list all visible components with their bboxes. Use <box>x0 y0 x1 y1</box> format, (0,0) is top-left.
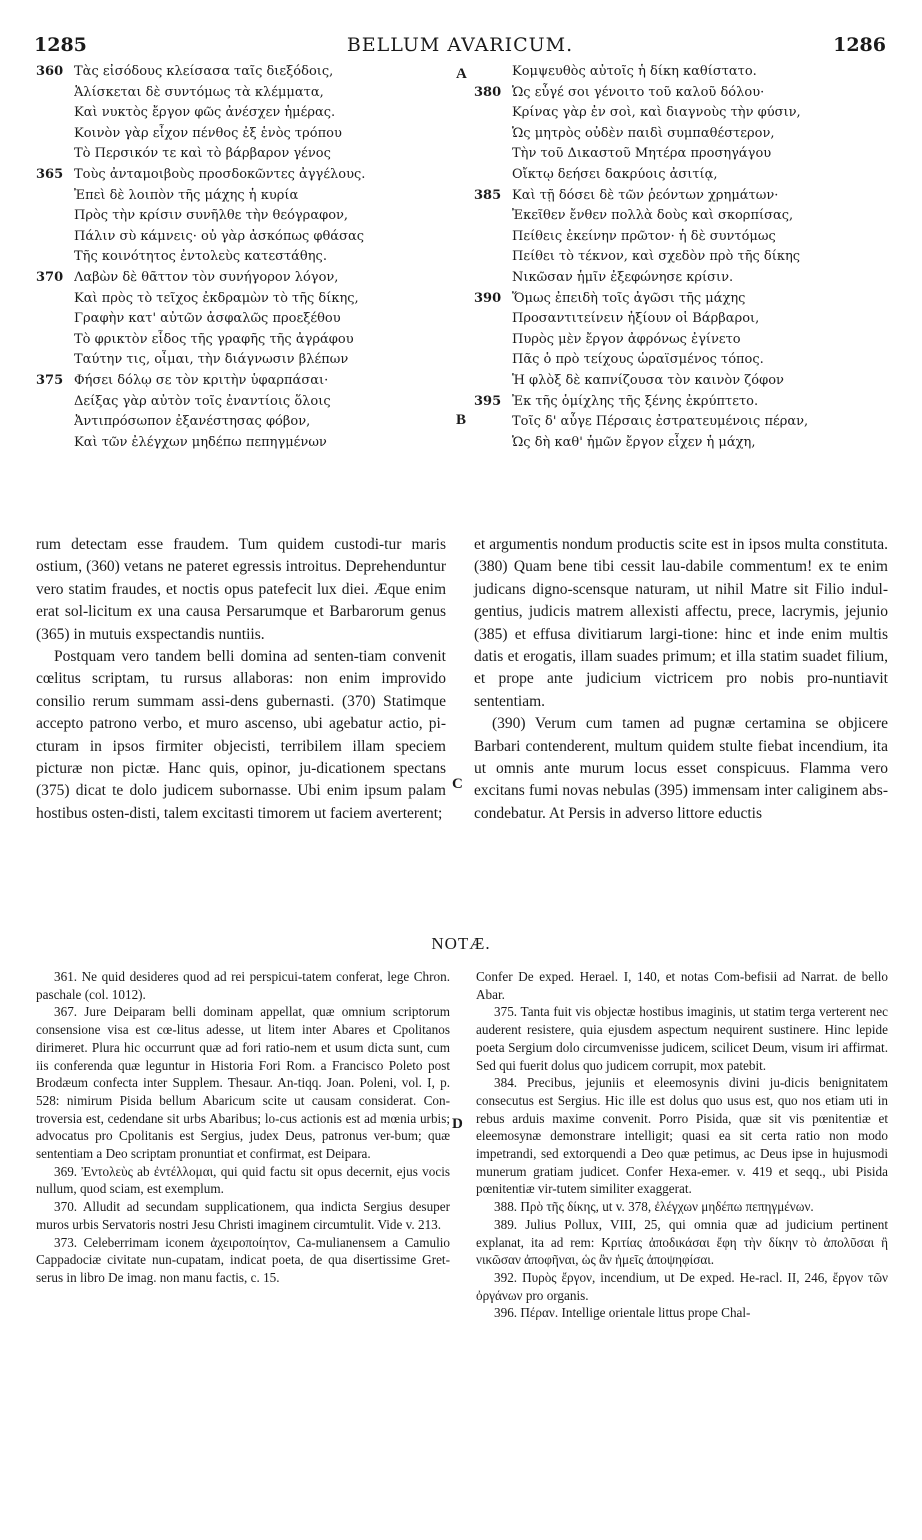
verse-text: Τοὺς ἀνταμοιβοὺς προσδοκῶντες ἀγγέλους. <box>74 166 366 182</box>
verse-line <box>36 350 436 371</box>
note-entry: Confer De exped. Herael. I, 140, et notas Com-befisii ad Narrat. de bello Abar. <box>476 969 888 1002</box>
latin-translation-right <box>474 534 888 825</box>
verse-text: Πρὸς τὴν κρίσιν συνῆλθε τὴν θεόγραφον, <box>74 208 349 224</box>
latin-paragraph: et argumentis nondum productis scite est in ipsos multa constituta. (380) Quam bene tibi cessit lau-dabile commentum! ex te enim judicans digno-scensque naturam, ut nihil Matre sit Filio indul-gentius, judicis matrem allexisti affectu, prece, lacrymis, jejunio (385) et effusa divitiarum largi-tione: hinc et inde enim multis datis et erogatis, illam suades primum; et illa statim suadet filium, et prope ante judicium victricem pro nobis pro-nuntiavit sententiam. <box>474 536 888 710</box>
note-entry: 388. Πρὸ τῆς δίκης, ut v. 378, ἐλέγχων μηδέπω πεπηγμένων. <box>494 1199 814 1215</box>
verse-text: Οἴκτῳ δεήσει δακρύοις ἀσιτίᾳ, <box>512 166 718 182</box>
verse-line <box>474 330 894 351</box>
latin-translation-left <box>36 534 446 825</box>
verse-number <box>474 268 512 289</box>
verse-line <box>36 206 436 227</box>
verse-line <box>36 371 436 392</box>
verse-text: Κοινὸν γὰρ εἶχον πένθος ἐξ ἑνὸς τρόπου <box>74 125 342 141</box>
verse-number: 380 <box>474 84 502 100</box>
verse-text: Πᾶς ὁ πρὸ τείχους ὡραϊσμένος τόπος. <box>512 352 764 368</box>
running-title: BELLUM AVARICUM. <box>346 34 574 56</box>
verse-text: Καὶ νυκτὸς ἔργον φῶς ἀνέσχεν ἡμέρας. <box>74 105 336 121</box>
verse-line <box>474 268 894 289</box>
verse-text: Ἀντιπρόσωπον ἐξανέστησας φόβον, <box>74 414 311 430</box>
verse-number <box>36 392 74 413</box>
verse-number <box>474 371 512 392</box>
notes-right-column <box>476 968 888 1322</box>
verse-line <box>474 124 894 145</box>
verse-number <box>36 433 74 454</box>
verse-line <box>36 412 436 433</box>
verse-line <box>36 247 436 268</box>
verse-number <box>36 103 74 124</box>
verse-text: Προσαντιτείνειν ἠξίουν οἱ Βάρβαροι, <box>512 311 760 327</box>
verse-text: Κρίνας γὰρ ἐν σοὶ, καὶ διαγνοὺς τὴν φύσιν, <box>512 105 801 121</box>
verse-number <box>36 350 74 371</box>
verse-line <box>36 227 436 248</box>
verse-number <box>36 83 74 104</box>
page-number-left: 1285 <box>34 34 87 56</box>
note-entry: 373. Celeberrimam iconem ἀχειροποίητον, Ca-mulianensem a Camulio Cappadociæ civitate nun-cupatam, indicat poeta, de qua disertissime Gret-serus in libro De imag. non manu factis, c. 15. <box>36 1234 450 1285</box>
verse-number: 375 <box>36 372 64 388</box>
verse-line <box>36 309 436 330</box>
verse-line <box>474 83 894 104</box>
verse-text: Ὡς μητρὸς οὐδὲν παιδὶ συμπαθέστερον, <box>512 125 775 141</box>
verse-text: Ἐπεὶ δὲ λοιπὸν τῆς μάχης ἡ κυρία <box>74 187 299 203</box>
verse-line <box>474 371 894 392</box>
note-entry: 384. Precibus, jejuniis et eleemosynis divini ju-dicis benignitatem consecutus est Sergius. Hic ille est dolus quo usus est, quo nos etiam uti in rebus arduis maxime convenit. Porro Pisida, quæ sit vis pœnitentiæ et eleemosynæ demonstrare intelligit; quasi ea sit certa ratio non modo impetrandi, sed extorquendi a Deo quæ petimus, ac Deus ipse in hujusmodi munerum gratiam judicet. Confer Hexa-emer. v. 419 et seqq., ubi Pisida pœnitentiæ vir-tutem similiter exaggerat. <box>476 1075 888 1197</box>
verse-text: Πείθεις ἐκείνην πρῶτον· ἡ δὲ συντόμως <box>512 228 776 244</box>
verse-text: Ἁλίσκεται δὲ συντόμως τὰ κλέμματα, <box>74 84 324 100</box>
verse-text: Ὡς εὖγέ σοι γένοιτο τοῦ καλοῦ δόλου· <box>512 84 765 100</box>
note-entry: 361. Ne quid desideres quod ad rei perspicui-tatem conferat, lege Chron. paschale (col. 1012). <box>36 969 450 1002</box>
verse-text: Ὅμως ἐπειδὴ τοῖς ἀγῶσι τῆς μάχης <box>512 290 746 306</box>
verse-text: Ἡ φλὸξ δὲ καπνίζουσα τὸν καινὸν ζόφον <box>512 372 784 388</box>
latin-paragraph: rum detectam esse fraudem. Tum quidem custodi-tur maris ostium, (360) vetans ne pateret egressis introitus. Deprehenduntur vero statim fraudes, et noctis opus patefecit lux diei. Æque enim erat sol-licitum ex una causa Persarumque et Barbarorum genus (365) in mutuis exspectandis nuntiis. <box>36 536 446 643</box>
verse-line <box>474 433 894 454</box>
verse-text: Καὶ τῇ δόσει δὲ τῶν ῥεόντων χρημάτων· <box>512 187 779 203</box>
verse-number <box>36 412 74 433</box>
verse-number <box>36 206 74 227</box>
verse-text: Καὶ τῶν ἐλέγχων μηδέπω πεπηγμένων <box>74 434 327 450</box>
verse-number: 360 <box>36 64 64 79</box>
note-entry: 389. Julius Pollux, VIII, 25, qui omnia quæ ad judicium pertinent explanat, ita ad rem: Κριτίας ἀποδικάσαι ἔφη τὴν δίκην τὸ ἀπολῦσαι ἢ νικῶσαν ἀποφῆναι, ὡς ἂν ἡμεῖς ἀποψηφίσαι. <box>476 1216 888 1268</box>
verse-text: Τὸ φρικτὸν εἶδος τῆς γραφῆς τῆς ἀγράφου <box>74 331 354 347</box>
verse-line <box>36 392 436 413</box>
greek-verse-right-column <box>474 62 894 453</box>
verse-line <box>36 144 436 165</box>
verse-line <box>474 144 894 165</box>
verse-number <box>474 412 512 433</box>
margin-marker-d: D <box>452 1116 463 1132</box>
verse-text: Πυρὸς μὲν ἔργον ἀφρόνως ἐγίνετο <box>512 331 741 347</box>
verse-line <box>474 62 894 83</box>
verse-text: Φήσει δόλῳ σε τὸν κριτὴν ὑφαρπάσαι· <box>74 372 329 388</box>
page-header <box>34 28 886 58</box>
page-number-right: 1286 <box>833 34 886 56</box>
verse-number: 370 <box>36 269 64 285</box>
verse-number <box>36 289 74 310</box>
latin-paragraph: (390) Verum cum tamen ad pugnæ certamina se objicere Barbari contenderent, multum quidem stulte fiebat incendium, ita ut omnis ante murum locus esset conspicuus. Flamma vero excitans fumi novas nebulas (395) immensam inter caliginem abs-condebatur. At Persis in adverso littore eductis <box>474 715 888 822</box>
verse-line <box>474 103 894 124</box>
verse-number <box>474 206 512 227</box>
verse-line <box>36 83 436 104</box>
note-entry: 375. Tanta fuit vis objectæ hostibus imaginis, ut statim terga verterent nec auderent resistere, quia ejusdem aspectum nequirent sustinere. Hinc lepide poeta Sergium dolo circumvenisse judicem, scilicet Deum, visum iri affirmat. Sed qui fuerit dolus quo judicem corrupit, mox patebit. <box>476 1004 888 1073</box>
verse-number <box>474 124 512 145</box>
verse-text: Τὸ Περσικόν τε καὶ τὸ βάρβαρον γένος <box>74 146 331 162</box>
verse-text: Ἐκεῖθεν ἔνθεν πολλὰ δοὺς καὶ σκορπίσας, <box>512 208 794 224</box>
margin-marker-b: B <box>456 412 467 428</box>
verse-number: 395 <box>474 393 502 409</box>
greek-verse-left-column <box>36 62 436 453</box>
verse-text: Τοῖς δ' αὖγε Πέρσαις ἐστρατευμένοις πέραν, <box>512 414 809 430</box>
verse-number: 390 <box>474 290 502 306</box>
verse-line <box>474 165 894 186</box>
verse-line <box>36 330 436 351</box>
verse-number <box>474 330 512 351</box>
verse-line <box>36 124 436 145</box>
verse-number <box>474 247 512 268</box>
verse-text: Ἐκ τῆς ὁμίχλης τῆς ξένης ἐκρύπτετο. <box>512 393 759 409</box>
verse-number <box>474 144 512 165</box>
verse-number <box>36 186 74 207</box>
verse-text: Καὶ πρὸς τὸ τεῖχος ἐκδραμὼν τὸ τῆς δίκης, <box>74 290 359 306</box>
latin-paragraph: Postquam vero tandem belli domina ad senten-tiam convenit cœlitus scriptam, tu rursus allaboras: non enim improvido consilio rerum summam assi-dens gubernasti. (370) Statimque accepto patrono verbo, et muro ascenso, ubi agebatur actio, pi-cturam in ipsos firmiter objecisti, terribilem illam speciem picturæ non pictæ. Hanc quis, opinor, ju-dicationem spectans (375) dicat te dolo judicem subornasse. Ubi enim ipsum palam hostibus osten-disti, talem excitasti timorem ut faciem averterent; <box>36 648 446 822</box>
verse-number <box>474 433 512 454</box>
verse-number <box>36 247 74 268</box>
verse-text: Πάλιν σὺ κάμνεις· οὐ γὰρ ἀσκόπως φθάσας <box>74 228 365 244</box>
verse-line <box>36 186 436 207</box>
verse-line <box>36 165 436 186</box>
verse-line <box>474 412 894 433</box>
verse-line <box>474 289 894 310</box>
verse-number: 365 <box>36 166 64 182</box>
verse-text: Πείθει τὸ τέκνον, καὶ σχεδὸν πρὸ τῆς δίκης <box>512 249 801 265</box>
verse-text: Λαβὼν δὲ θᾶττον τὸν συνήγορον λόγον, <box>74 269 339 285</box>
verse-number <box>36 309 74 330</box>
verse-line <box>474 186 894 207</box>
verse-text: Γραφὴν κατ' αὐτῶν ἀσφαλῶς προεξέθου <box>74 311 341 327</box>
verse-line <box>474 247 894 268</box>
verse-text: Κομψευθὸς αὐτοῖς ἡ δίκη καθίστατο. <box>512 64 757 79</box>
verse-number <box>474 350 512 371</box>
note-entry: 396. Πέραν. Intellige orientale littus prope Chal- <box>494 1305 751 1321</box>
verse-number <box>474 165 512 186</box>
verse-number <box>474 62 512 83</box>
verse-line <box>474 309 894 330</box>
margin-marker-a: A <box>456 66 467 82</box>
verse-number <box>474 227 512 248</box>
notes-heading: NOTÆ. <box>431 934 491 953</box>
verse-line <box>36 103 436 124</box>
verse-line <box>36 433 436 454</box>
margin-marker-c: C <box>452 776 463 792</box>
verse-line <box>474 392 894 413</box>
verse-number <box>36 144 74 165</box>
note-entry: 369. Ἐντολεὺς ab ἐντέλλομαι, qui quid factu sit opus decernit, ejus vocis nullum, quod sciam, est exemplum. <box>36 1163 450 1197</box>
verse-number <box>36 227 74 248</box>
verse-text: Ὡς δὴ καθ' ἡμῶν ἔργον εἶχεν ἡ μάχη, <box>512 434 756 450</box>
verse-line <box>474 227 894 248</box>
verse-text: Νικῶσαν ἡμῖν ἐξεφώνησε κρίσιν. <box>512 269 734 285</box>
verse-line <box>474 350 894 371</box>
note-entry: 367. Jure Deiparam belli dominam appellat, quæ omnium scriptorum consensione visa est cœ-litus adesse, ut litem inter Abares et Cpolitanos dirimeret. Plura hic occurrunt quæ ad fori ratio-nem et usum dicta sunt, cum iis conferenda quæ leguntur in Historia Fori Rom. a Francisco Poleto post Brodæum confecta inter Supplem. Thesaur. An-tiqq. Joan. Poleni, vol. I, p. 528: nimirum Pisida bellum Abaricum scite ut causam considerat. Con-troversia est, cedendane sit urbs Abaribus; lo-cus actionis est ad mœnia urbis; advocatus pro Cpolitanis est Sergius, judex Deus, patronus ver-bum; quæ sententiam a Deo scriptam pronuntiat et confirmat, est Deipara. <box>36 1004 450 1162</box>
verse-line <box>36 62 436 83</box>
verse-line <box>474 206 894 227</box>
note-entry: 370. Alludit ad secundam supplicationem, qua indicta Sergius desuper muros urbis Servatoris nostri Jesu Christi imaginem circumtulit. Vide v. 213. <box>36 1199 450 1232</box>
verse-number <box>36 330 74 351</box>
verse-number <box>474 309 512 330</box>
verse-text: Ταύτην τις, οἶμαι, τὴν διάγνωσιν βλέπων <box>74 352 349 368</box>
verse-line <box>36 289 436 310</box>
note-entry: 392. Πυρὸς ἔργον, incendium, ut De exped. He-racl. II, 246, ἔργον τῶν ὀργάνων pro organis. <box>476 1269 888 1303</box>
verse-number <box>474 103 512 124</box>
verse-number <box>36 124 74 145</box>
verse-text: Τῆς κοινότητος ἐντολεὺς κατεστάθης. <box>74 249 327 265</box>
notes-left-column <box>36 968 450 1287</box>
verse-text: Τὰς εἰσόδους κλείσασα ταῖς διεξόδοις, <box>74 64 334 79</box>
verse-line <box>36 268 436 289</box>
verse-number: 385 <box>474 187 502 203</box>
verse-text: Δείξας γὰρ αὐτὸν τοῖς ἐναντίοις ὅλοις <box>74 393 331 409</box>
verse-text: Τὴν τοῦ Δικαστοῦ Μητέρα προσηγάγου <box>512 146 772 162</box>
